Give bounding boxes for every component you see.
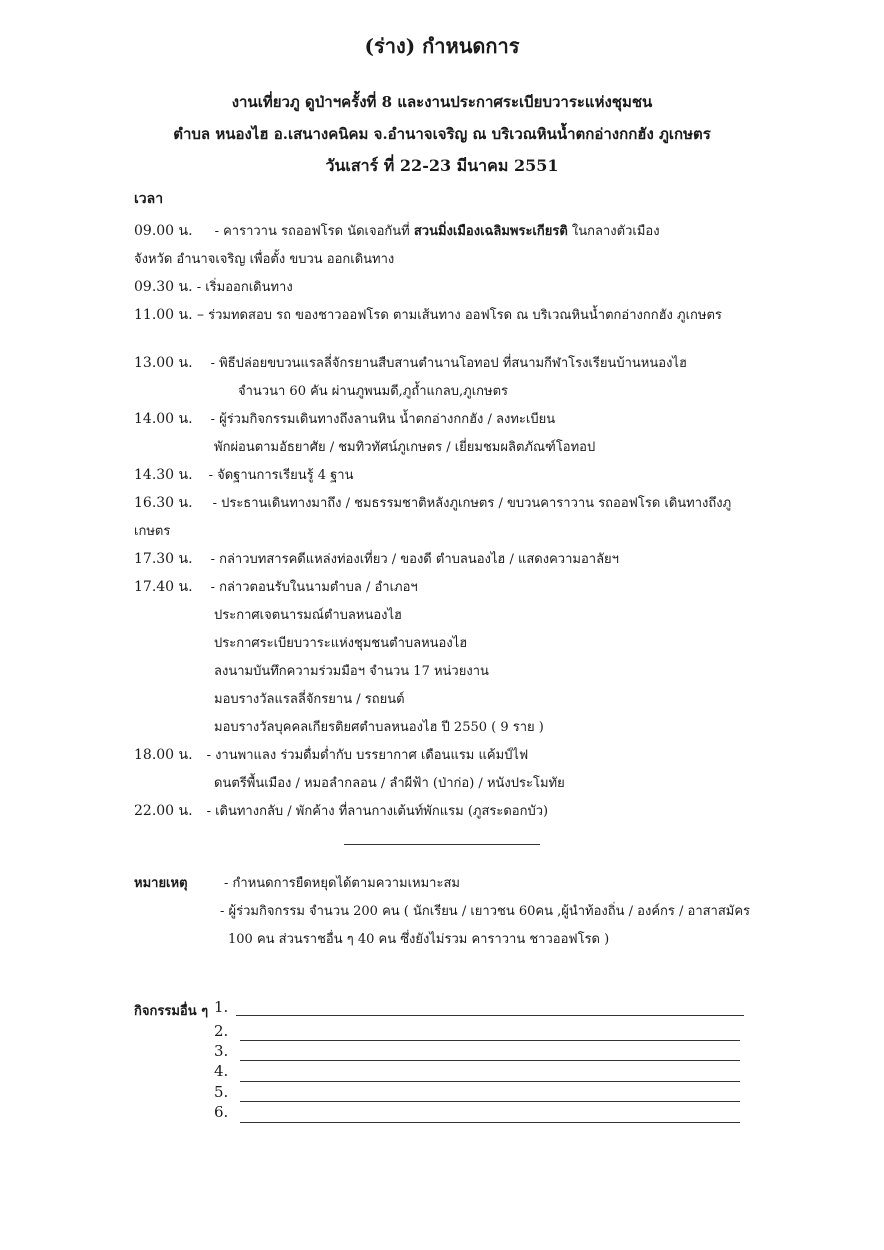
activity-blank-line[interactable] xyxy=(240,1122,740,1123)
activity-number: 5. xyxy=(214,1083,229,1101)
document-title: (ร่าง) กำหนดการ xyxy=(364,34,520,58)
schedule-continuation: เกษตร xyxy=(134,524,171,539)
activity-number: 2. xyxy=(214,1022,229,1040)
schedule-item xyxy=(134,220,660,242)
schedule-text: - คาราวาน รถออฟโรด นัดเจอกันที่ xyxy=(214,224,414,239)
schedule-time: 09.30 น. xyxy=(134,279,193,295)
schedule-continuation: จำนวนา 60 คัน ผ่านภูพนมดี,ภูถ้ำแกลบ,ภูเกษตร xyxy=(238,384,509,399)
schedule-continuation: ลงนามบันทึกความร่วมมือฯ จำนวน 17 หน่วยงาน xyxy=(214,664,489,679)
schedule-continuation: มอบรางวัลบุคคลเกียรติยศตำบลหนองไฮ ปี 2550 ( 9 ราย ) xyxy=(214,720,544,735)
event-name: งานเที่ยวภู ดูป่าฯครั้งที่ 8 และงานประกาศระเบียบวาระแห่งชุมชน xyxy=(231,93,653,111)
schedule-item xyxy=(134,800,548,822)
schedule-continuation: ดนตรีพื้นเมือง / หมอลำกลอน / ลำผีฟ้า (ป่าก่อ) / หนังประโมทัย xyxy=(214,776,565,791)
schedule-time: 13.00 น. xyxy=(134,355,193,371)
schedule-text-post: ในกลางตัวเมือง xyxy=(567,224,660,239)
schedule-continuation: ประกาศเจตนารมณ์ตำบลหนองไฮ xyxy=(214,608,402,623)
schedule-continuation: จังหวัด อำนาจเจริญ เพื่อตั้ง ขบวน ออกเดินทาง xyxy=(134,252,395,267)
activity-blank-line[interactable] xyxy=(240,1101,740,1102)
activity-blank-line[interactable] xyxy=(240,1040,740,1041)
schedule-item xyxy=(134,744,528,766)
schedule-item xyxy=(134,352,687,374)
activity-number: 1. xyxy=(214,998,229,1016)
remark-line: 100 คน ส่วนราชอื่น ๆ 40 คน ซึ่งยังไม่รวม คาราวาน ชาวออฟโรด ) xyxy=(228,932,610,947)
schedule-venue: สวนมิ่งเมืองเฉลิมพระเกียรติ xyxy=(413,224,568,239)
event-location: ตำบล หนองไฮ อ.เสนางคนิคม จ.อำนาจเจริญ ณ บริเวณหินน้ำตกอ่างกกฮัง ภูเกษตร xyxy=(173,125,711,143)
schedule-text: ร่วมทดสอบ รถ ของชาวออฟโรด ตามเส้นทาง ออฟโรด ณ บริเวณหินน้ำตกอ่างกกฮัง ภูเกษตร xyxy=(208,308,722,323)
time-header: เวลา xyxy=(134,191,164,207)
schedule-continuation: พักผ่อนตามอัธยาศัย / ชมทิวทัศน์ภูเกษตร / เยี่ยมชมผลิตภัณฑ์โอทอป xyxy=(214,440,596,455)
schedule-text: - กล่าวบทสารคดีแหล่งท่องเที่ยว / ของดี ตำบลนองไฮ / แสดงความอาลัยฯ xyxy=(210,552,619,567)
schedule-continuation: ประกาศระเบียบวาระแห่งชุมชนตำบลหนองไฮ xyxy=(214,636,468,651)
schedule-time: 14.30 น. xyxy=(134,467,193,483)
schedule-time: 14.00 น. xyxy=(134,411,193,427)
activity-number: 3. xyxy=(214,1042,229,1060)
schedule-time: 18.00 น. xyxy=(134,747,193,763)
schedule-time: 16.30 น. xyxy=(134,495,193,511)
schedule-time: 17.30 น. xyxy=(134,551,193,567)
schedule-continuation: มอบรางวัลแรลลี่จักรยาน / รถยนต์ xyxy=(214,692,405,707)
schedule-time: 09.00 น. xyxy=(134,223,193,239)
remark-line: - ผู้ร่วมกิจกรรม จำนวน 200 คน ( นักเรียน / เยาวชน 60คน ,ผู้นำท้องถิ่น / องค์กร / อาสาสมัคร xyxy=(220,904,751,919)
schedule-item xyxy=(134,304,722,326)
activity-number: 6. xyxy=(214,1103,229,1121)
schedule-item xyxy=(134,408,555,430)
schedule-item xyxy=(134,576,418,598)
remarks-label: หมายเหตุ xyxy=(134,876,188,891)
schedule-text: - กล่าวตอนรับในนามตำบล / อำเภอฯ xyxy=(210,580,418,595)
schedule-text: - ประธานเดินทางมาถึง / ชมธรรมชาติหลังภูเกษตร / ขบวนคาราวาน รถออฟโรด เดินทางถึงภู xyxy=(212,496,732,511)
activity-blank-line[interactable] xyxy=(240,1060,740,1061)
schedule-time: 11.00 น. – xyxy=(134,307,204,323)
activity-number: 4. xyxy=(214,1062,229,1080)
event-date: วันเสาร์ ที่ 22-23 มีนาคม 2551 xyxy=(325,156,559,175)
schedule-time: 22.00 น. xyxy=(134,803,193,819)
schedule-text: - เดินทางกลับ / พักค้าง ที่ลานกางเต้นท์พักแรม (ภูสระดอกบัว) xyxy=(206,804,549,819)
schedule-time: 17.40 น. xyxy=(134,579,193,595)
schedule-text: - จัดฐานการเรียนรู้ 4 ฐาน xyxy=(208,468,354,483)
other-activities-label: กิจกรรมอื่น ๆ xyxy=(134,1004,209,1019)
schedule-text: - เริ่มออกเดินทาง xyxy=(196,280,293,295)
activity-blank-line[interactable] xyxy=(236,1015,744,1016)
schedule-item xyxy=(134,548,619,570)
schedule-text: - ผู้ร่วมกิจกรรมเดินทางถึงลานหิน น้ำตกอ่างกกฮัง / ลงทะเบียน xyxy=(210,412,556,427)
activity-blank-line[interactable] xyxy=(240,1081,740,1082)
section-divider xyxy=(344,844,540,845)
remark-line: - กำหนดการยืดหยุดได้ตามความเหมาะสม xyxy=(224,876,460,891)
schedule-item xyxy=(134,464,353,486)
schedule-item xyxy=(134,492,731,514)
schedule-text: - งานพาแลง ร่วมดื่มด่ำกับ บรรยากาศ เดือนแรม แค้มป์ไฟ xyxy=(206,748,529,763)
schedule-item xyxy=(134,276,293,298)
schedule-text: - พิธีปล่อยขบวนแรลลี่จักรยานสืบสานตำนานโอทอป ที่สนามกีฬาโรงเรียนบ้านหนองไฮ xyxy=(210,356,687,371)
